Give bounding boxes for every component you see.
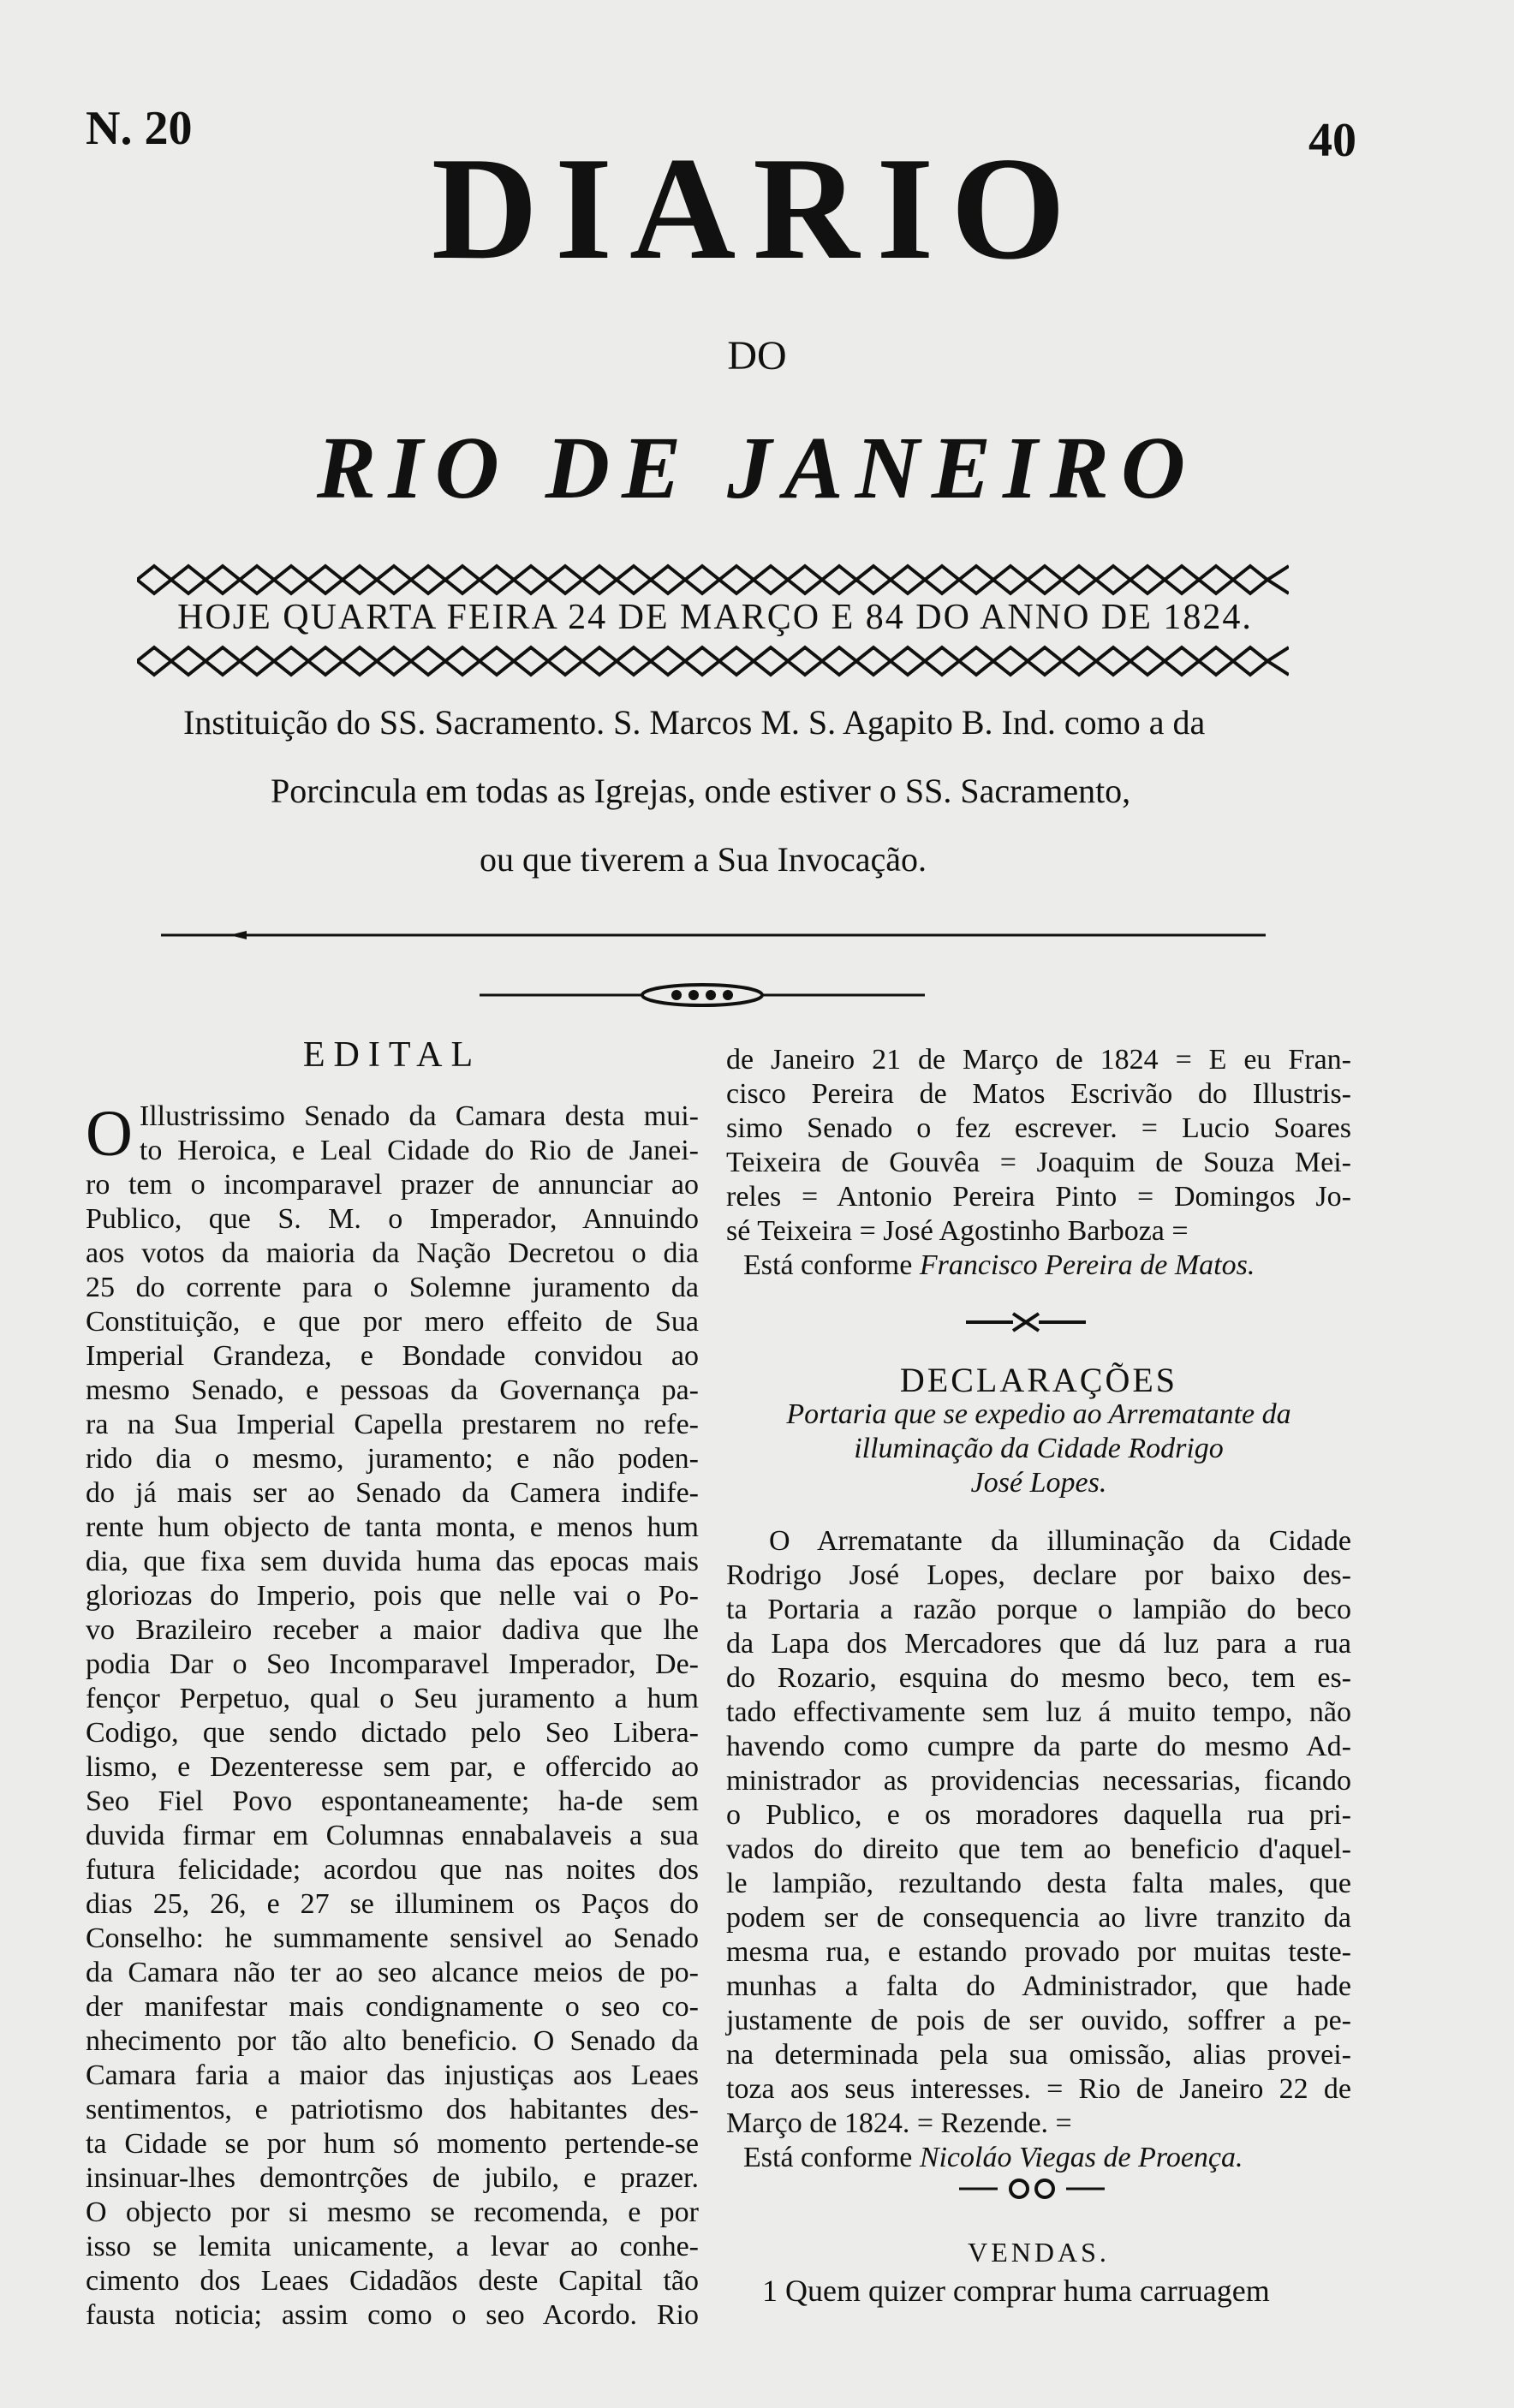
declaracoes-subtitle <box>726 1398 1351 1500</box>
edital-cont-line: Teixeira de Gouvêa = Joaquim de Souza Mei- <box>726 1147 1351 1178</box>
ornamental-border-top <box>137 561 1289 599</box>
drop-cap: O <box>86 1098 133 1170</box>
decl-line: podem ser de consequencia ao livre tranzito da <box>726 1902 1351 1934</box>
edital-line: Publico, que S. M. o Imperador, Annuindo <box>86 1203 699 1235</box>
edital-cont-line: cisco Pereira de Matos Escrivão do Illustris- <box>726 1078 1351 1110</box>
decl-line: munhas a falta do Administrador, que hade <box>726 1970 1351 2002</box>
decl-line: justamente de pois de ser ouvido, soffrer a pe- <box>726 2005 1351 2036</box>
edital-cont-line: de Janeiro 21 de Março de 1824 = E eu Fran- <box>726 1044 1351 1076</box>
masthead-city: RIO DE JANEIRO <box>316 419 1198 517</box>
decl-line: o Publico, e os moradores daquella rua pri- <box>726 1799 1351 1831</box>
edital-line: aos votos da maioria da Nação Decretou o dia <box>86 1237 699 1269</box>
edital-line: sentimentos, e patriotismo dos habitantes des- <box>86 2094 699 2125</box>
edital-line: rente hum objecto de tanta monta, e menos hum <box>86 1511 699 1543</box>
edital-line: vo Brazileiro receber a maior dadiva que lhe <box>86 1614 699 1646</box>
edital-line: Conselho: he summamente sensivel ao Senado <box>86 1922 699 1954</box>
edital-line: der manifestar mais condignamente o seo co- <box>86 1991 699 2023</box>
decl-line: havendo como cumpre da parte do mesmo Ad- <box>726 1731 1351 1762</box>
edital-line: insinuar-lhes demontrções de jubilo, e prazer. <box>86 2162 699 2194</box>
subtitle-line: Portaria que se expedio ao Arrematante da <box>786 1398 1291 1430</box>
conforme-prefix: Está conforme <box>743 1249 913 1281</box>
edital-line: rido dia o mesmo, juramento; e não poden- <box>86 1443 699 1475</box>
center-ornament <box>480 976 925 1014</box>
saints-line-2: Porcincula em todas as Igrejas, onde estiver o SS. Sacramento, <box>271 772 1131 810</box>
edital-line: Illustrissimo Senado da Camara desta mui- <box>139 1100 699 1132</box>
small-ornament-2 <box>959 2175 1105 2202</box>
subtitle-line: illuminação da Cidade Rodrigo <box>854 1433 1224 1464</box>
decl-line: na determinada pela sua omissão, alias provei- <box>726 2039 1351 2071</box>
edital-line: da Camara não ter ao seo alcance meios de po- <box>86 1957 699 1988</box>
edital-line: ta Cidade se por hum só momento pertende-se <box>86 2128 699 2160</box>
decl-line: vados do direito que tem ao beneficio d'aquel- <box>726 1833 1351 1865</box>
decl-line: Rodrigo José Lopes, declare por baixo des- <box>726 1559 1351 1591</box>
dateline: HOJE QUARTA FEIRA 24 DE MARÇO E 84 DO ANNO DE 1824. <box>177 598 1253 637</box>
decl-line: le lampião, rezultando desta falta males, que <box>726 1868 1351 1899</box>
page-number: 40 <box>1308 114 1356 167</box>
edital-cont-line: sé Teixeira = José Agostinho Barboza = <box>726 1215 1189 1247</box>
edital-line: Camara faria a maior das injustiças aos Leaes <box>86 2059 699 2091</box>
section-rule <box>161 929 1266 941</box>
edital-line: podia Dar o Seo Incomparavel Imperador, De- <box>86 1648 699 1680</box>
edital-line: isso se lemita unicamente, a levar ao conhe- <box>86 2231 699 2262</box>
edital-line: cimento dos Leaes Cidadãos deste Capital tão <box>86 2265 699 2297</box>
conforme-prefix: Está conforme <box>743 2142 913 2173</box>
edital-line: dias 25, 26, e 27 se illuminem os Paços do <box>86 1888 699 1920</box>
edital-body <box>86 1100 699 2333</box>
saints-line-1: Instituição do SS. Sacramento. S. Marcos M. S. Agapito B. Ind. como a da <box>183 703 1206 742</box>
edital-line: nhecimento por tão alto beneficio. O Senado da <box>86 2025 699 2057</box>
decl-line: da Lapa dos Mercadores que dá luz para a rua <box>726 1628 1351 1660</box>
edital-line: fençor Perpetuo, qual o Seu juramento a hum <box>86 1683 699 1714</box>
edital-line: O objecto por si mesmo se recomenda, e por <box>86 2196 699 2228</box>
edital-conforme <box>726 1249 1351 1283</box>
small-ornament <box>966 1310 1086 1334</box>
vendas-heading: VENDAS. <box>968 2237 1110 2268</box>
edital-line: ra na Sua Imperial Capella prestarem no refe- <box>86 1409 699 1440</box>
edital-line: Constituição, e que por mero effeito de Sua <box>86 1306 699 1338</box>
decl-line: toza aos seus interesses. = Rio de Janeiro 22 de <box>726 2073 1351 2105</box>
vendas-line: 1 Quem quizer comprar huma carruagem <box>762 2274 1270 2308</box>
decl-line: O Arrematante da illuminação da Cidade <box>769 1525 1351 1557</box>
decl-line: do Rozario, esquina do mesmo beco, tem es- <box>726 1662 1351 1694</box>
edital-line: fausta noticia; assim como o seo Acordo. Rio <box>86 2299 699 2331</box>
issue-number: N. 20 <box>86 102 193 155</box>
decl-line: mesma rua, e estando provado por muitas teste- <box>726 1936 1351 1968</box>
edital-line: do já mais ser ao Senado da Camera indife- <box>86 1477 699 1509</box>
decl-line: ministrador as providencias necessarias, ficando <box>726 1765 1351 1797</box>
edital-line: duvida firmar em Columnas ennabalaveis a sua <box>86 1820 699 1851</box>
edital-cont-line: simo Senado o fez escrever. = Lucio Soares <box>726 1112 1351 1144</box>
edital-heading: EDITAL <box>302 1035 482 1075</box>
conforme-name: Nicoláo Viegas de Proença. <box>919 2142 1243 2173</box>
edital-line: Codigo, que sendo dictado pelo Seo Libera- <box>86 1717 699 1749</box>
masthead-title: DIARIO <box>431 128 1083 290</box>
decl-line: ta Portaria a razão porque o lampião do beco <box>726 1594 1351 1625</box>
edital-line: gloriozas do Imperio, pois que nelle vai o Po- <box>86 1580 699 1612</box>
edital-continuation <box>726 1043 1351 1283</box>
conforme-name: Francisco Pereira de Matos. <box>919 1249 1255 1281</box>
edital-line: futura felicidade; acordou que nas noites dos <box>86 1854 699 1886</box>
edital-line: dia, que fixa sem duvida huma das epocas mais <box>86 1546 699 1577</box>
edital-cont-line: reles = Antonio Pereira Pinto = Domingos Jo- <box>726 1181 1351 1213</box>
edital-line: 25 do corrente para o Solemne juramento da <box>86 1272 699 1303</box>
edital-line: Imperial Grandeza, e Bondade convidou ao <box>86 1340 699 1372</box>
edital-line: Seo Fiel Povo espontaneamente; ha-de sem <box>86 1785 699 1817</box>
declaracoes-heading: DECLARAÇÕES <box>899 1361 1178 1399</box>
decl-line: tado effectivamente sem luz á muito tempo, não <box>726 1696 1351 1728</box>
declaracoes-body <box>726 1524 1351 2175</box>
saints-line-3: ou que tiverem a Sua Invocação. <box>480 840 927 879</box>
subtitle-line: José Lopes. <box>970 1467 1107 1499</box>
edital-line: to Heroica, e Leal Cidade do Rio de Janei- <box>139 1135 699 1166</box>
edital-line: lismo, e Dezenteresse sem par, e offercido ao <box>86 1751 699 1783</box>
edital-line: ro tem o incomparavel prazer de annunciar ao <box>86 1169 699 1201</box>
decl-conforme <box>726 2141 1351 2175</box>
decl-line: Março de 1824. = Rezende. = <box>726 2107 1072 2139</box>
masthead-do: DO <box>727 333 787 378</box>
edital-line: mesmo Senado, e pessoas da Governança pa- <box>86 1374 699 1406</box>
ornamental-border-bottom <box>137 642 1289 680</box>
